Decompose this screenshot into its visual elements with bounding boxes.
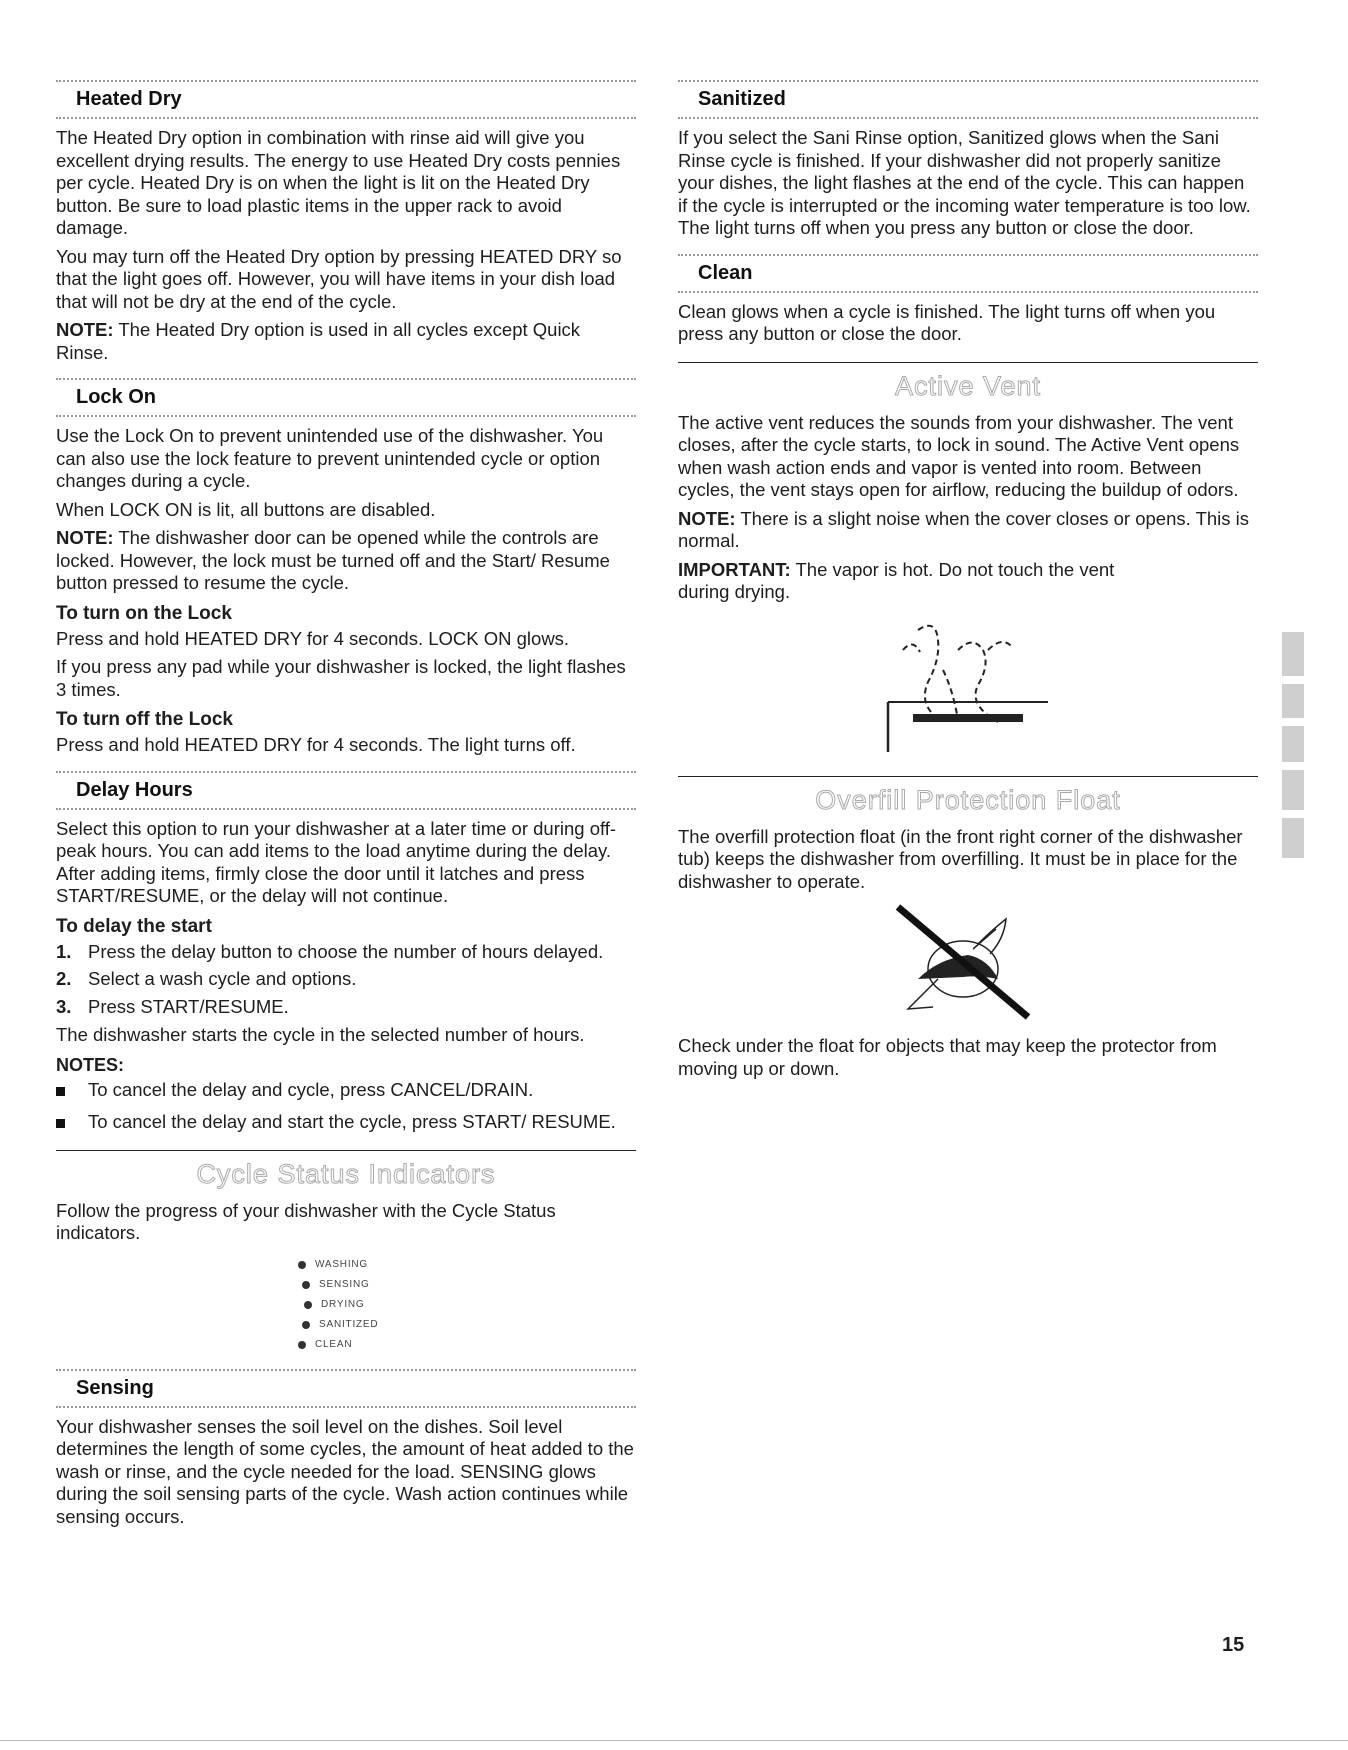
indicator-sensing [302,1275,636,1295]
lock-on-header [56,378,636,417]
active-vent-paragraph: The active vent reduces the sounds from your dishwasher. The vent closes, after the cycle starts, to lock in sound. The Active Vent opens when wash action ends and vapor is vented into room. Between cycles, the vent stays open for airflow, reducing the buildup of odors. [678,411,1240,500]
divider [678,117,1258,119]
sensing-header [56,1369,636,1408]
heated-dry-note [56,319,636,364]
note-text: To cancel the delay and start the cycle, press START/ RESUME. [88,1111,616,1132]
indicator-light-icon [302,1321,310,1329]
divider [56,808,636,810]
divider [56,378,636,380]
cycle-status-indicator-panel [298,1255,636,1355]
delay-steps-list [56,941,636,1019]
section-rule [56,1150,636,1151]
lock-on-paragraph-1: Use the Lock On to prevent unintended use of the dishwasher. You can also use the lock feature to prevent unintended cycle or option changes during a cycle. [56,425,604,491]
step-number: 3. [56,995,72,1017]
turn-on-lock-paragraph-1: Press and hold HEATED DRY for 4 seconds. LOCK ON glows. [56,627,570,649]
delay-hours-title: Delay Hours [76,778,193,801]
indicator-label: DRYING [321,1299,365,1310]
indicator-label: SANITIZED [319,1319,379,1330]
sensing-title: Sensing [76,1376,154,1399]
delay-start-heading: To delay the start [56,915,212,937]
indicator-light-icon [304,1301,312,1309]
note-label: NOTE: [678,507,736,529]
list-item [56,1079,636,1102]
vent-vapor-illustration [858,610,1078,760]
overfill-title: Overfill Protection Float [815,784,1121,815]
step-number: 2. [56,968,72,989]
lock-on-title: Lock On [76,386,157,408]
indicator-sanitized [302,1315,636,1335]
bullet-icon [56,1079,88,1102]
delay-notes-list [56,1079,636,1134]
divider [678,80,1258,82]
important-label: IMPORTANT: [678,558,791,580]
sanitized-header [678,80,1258,119]
sensing-paragraph: Your dishwasher senses the soil level on the dishes. Soil level determines the length of some cycles, the amount of heat added to the wash or rinse, and the cycle needed for the load. SENSING glows during the soil sensing parts of the cycle. Wash action continues while sensing occurs. [56,1415,634,1527]
turn-on-lock-heading: To turn on the Lock [56,602,232,624]
list-item [56,1111,636,1134]
indicator-light-icon [298,1341,306,1349]
indicator-light-icon [302,1281,310,1289]
divider [56,415,636,417]
lock-on-paragraph-2: When LOCK ON is lit, all buttons are disabled. [56,498,436,520]
indicator-label: SENSING [319,1279,370,1290]
cycle-status-paragraph: Follow the progress of your dishwasher with the Cycle Status indicators. [56,1199,556,1243]
heated-dry-paragraph-2: You may turn off the Heated Dry option by pressing HEATED DRY so that the light goes off. However, you will have items in your dish load that will not be dry at the end of the cycle. [56,245,622,312]
overfill-float-illustration [878,899,1058,1029]
list-item [56,996,636,1019]
notes-heading: NOTES: [56,1054,125,1075]
turn-on-lock-paragraph-2: If you press any pad while your dishwasher is locked, the light flashes 3 times. [56,656,626,700]
important-text: The vapor is hot. Do not touch the vent during drying. [678,558,1115,602]
divider [56,117,636,119]
indicator-label: WASHING [315,1259,369,1270]
divider [56,1406,636,1408]
heated-dry-title: Heated Dry [76,88,182,110]
left-column [56,80,636,1534]
divider [56,80,636,82]
step-text: Press the delay button to choose the number of hours delayed. [88,940,604,962]
divider [56,771,636,773]
step-number: 1. [56,940,72,962]
indicator-washing [298,1255,636,1275]
turn-off-lock-paragraph: Press and hold HEATED DRY for 4 seconds. The light turns off. [56,734,576,755]
overfill-paragraph-1: The overfill protection float (in the front right corner of the dishwasher tub) keeps the dishwasher from overfilling. It must be in place for the dishwasher to operate. [678,825,1243,892]
divider [56,1369,636,1371]
note-text: The Heated Dry option is used in all cycles except Quick Rinse. [56,319,581,363]
overfill-paragraph-2: Check under the float for objects that may keep the protector from moving up or down. [678,1035,1217,1079]
delay-hours-paragraph-1: Select this option to run your dishwasher at a later time or during off-peak hours. You can add items to the load anytime during the delay. After adding items, firmly close the door until it latches and press START/RESUME, or the delay will not continue. [56,817,617,906]
indicator-label: CLEAN [315,1339,353,1350]
indicator-clean [298,1335,636,1355]
lock-on-note [56,527,636,595]
active-vent-important [678,559,1158,604]
sanitized-title: Sanitized [698,88,786,110]
step-text: Press START/RESUME. [88,995,289,1017]
active-vent-note [678,508,1258,553]
bullet-icon [56,1111,88,1134]
indicator-light-icon [298,1261,306,1269]
note-text: The dishwasher door can be opened while the controls are locked. However, the lock must be turned off and the Start/ Resume button pressed to resume the cycle. [56,527,610,593]
heated-dry-header [56,80,636,119]
side-tab-decoration [1278,632,1308,860]
delay-hours-paragraph-2: The dishwasher starts the cycle in the selected number of hours. [56,1024,585,1045]
turn-off-lock-heading: To turn off the Lock [56,709,233,730]
page-bottom-rule [0,1740,1348,1741]
indicator-drying [304,1295,636,1315]
heated-dry-paragraph-1: The Heated Dry option in combination with rinse aid will give you excellent drying results. The energy to use Heated Dry costs pennies per cycle. Heated Dry is on when the light is lit on the Heated Dry button. Be sure to load plastic items in the upper rack to avoid damage. [56,127,621,238]
sanitized-paragraph: If you select the Sani Rinse option, Sanitized glows when the Sani Rinse cycle is finished. If your dishwasher did not properly sanitize your dishes, the light flashes at the end of the cycle. This can happen if the cycle is interrupted or the incoming water temperature is too low. The light turns off when you press any button or close the door. [678,127,1251,238]
clean-header [678,254,1258,293]
divider [678,254,1258,256]
right-column [678,80,1258,1086]
page-number: 15 [1222,1634,1245,1656]
note-text: To cancel the delay and cycle, press CANCEL/DRAIN. [88,1078,534,1100]
section-rule [678,776,1258,777]
divider [678,291,1258,293]
clean-paragraph: Clean glows when a cycle is finished. The light turns off when you press any button or close the door. [678,300,1216,344]
delay-hours-header [56,771,636,810]
clean-title: Clean [698,261,753,284]
step-text: Select a wash cycle and options. [88,968,357,989]
cycle-status-title: Cycle Status Indicators [196,1158,496,1189]
list-item [56,968,636,991]
note-text: There is a slight noise when the cover closes or opens. This is normal. [678,507,1250,551]
active-vent-title: Active Vent [894,370,1042,401]
list-item [56,941,636,964]
note-label: NOTE: [56,319,114,340]
section-rule [678,362,1258,363]
note-label: NOTE: [56,527,114,548]
